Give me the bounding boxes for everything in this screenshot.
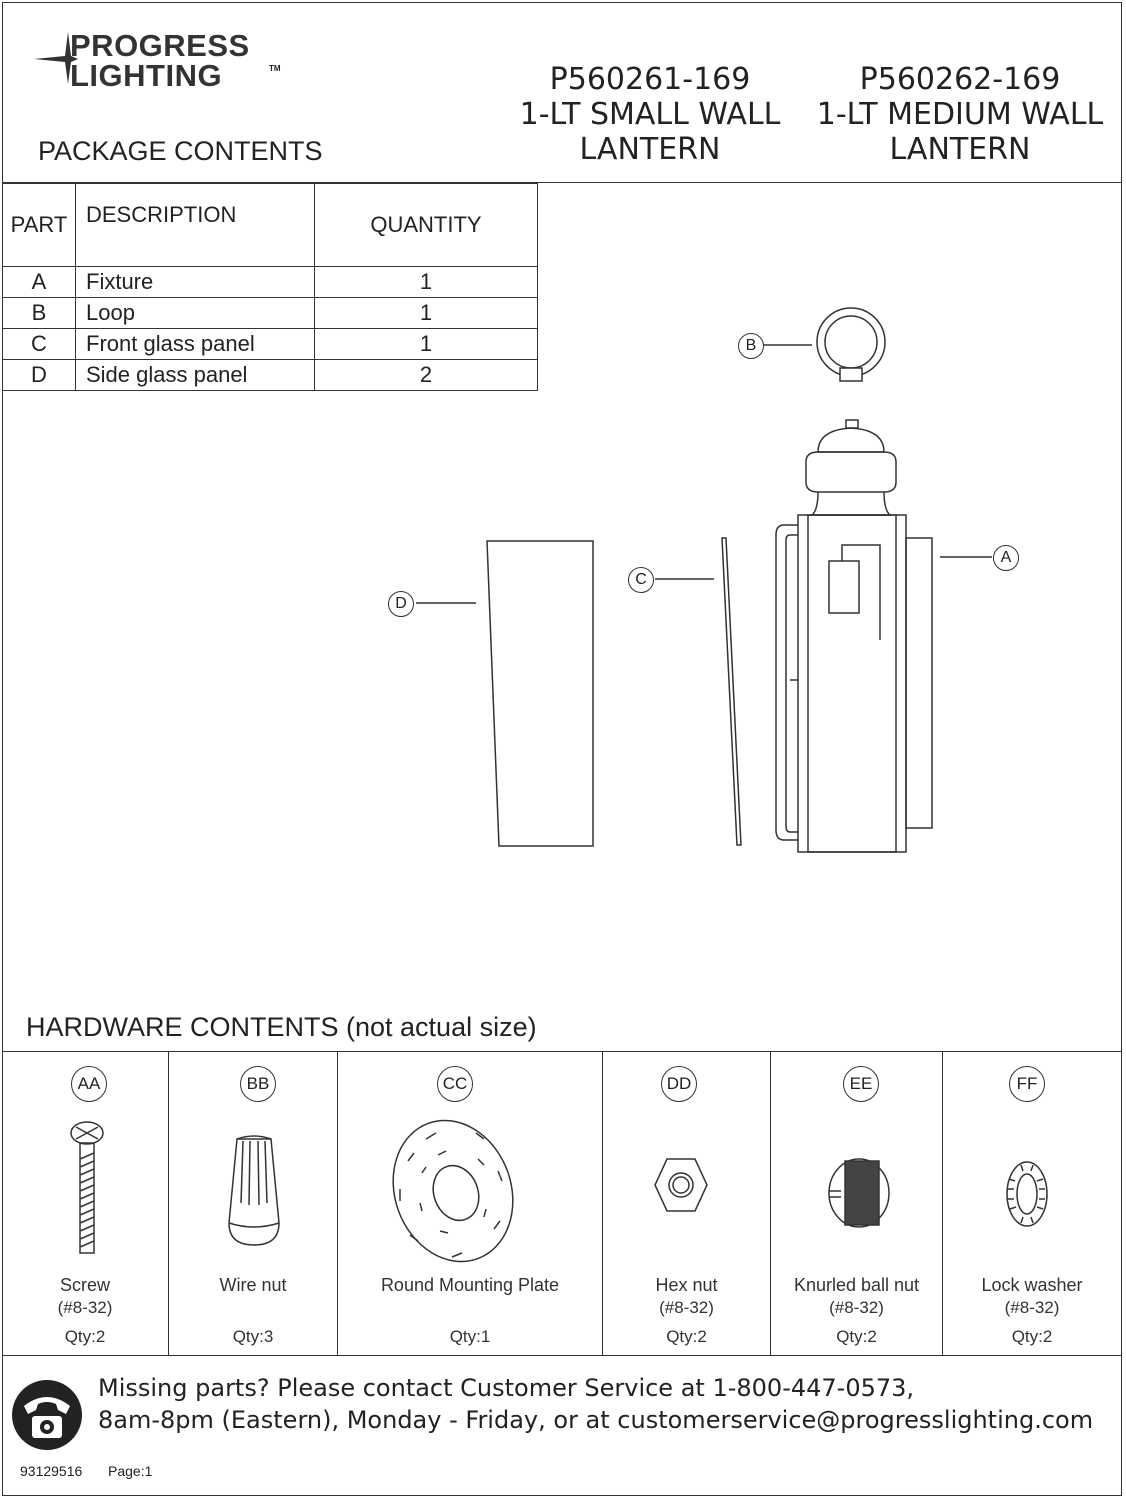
hardware-qty: Qty:2 <box>1011 1327 1053 1346</box>
hardware-name: Screw <box>59 1275 110 1295</box>
callout-b: B <box>738 333 764 359</box>
cell-description: Loop <box>76 298 315 329</box>
header-quantity: QUANTITY <box>315 184 538 267</box>
hardware-size: (#8-32) <box>829 1298 884 1317</box>
cell-part: B <box>3 298 76 329</box>
callout-a: A <box>993 545 1019 571</box>
wire-nut-icon <box>219 1133 289 1253</box>
callout-d: D <box>388 591 414 617</box>
hardware-item-knurled-ball-nut <box>771 1053 942 1356</box>
customer-service-info <box>98 1372 1093 1436</box>
hardware-code: AA <box>71 1066 107 1102</box>
screw-icon <box>62 1119 112 1259</box>
knurled-ball-nut-icon <box>827 1157 891 1229</box>
model-desc: 1-LT MEDIUM WALL <box>816 97 1104 132</box>
cell-quantity: 1 <box>315 298 538 329</box>
cell-quantity: 1 <box>315 267 538 298</box>
hardware-item-lock-washer <box>943 1053 1121 1356</box>
hardware-size: (#8-32) <box>1004 1298 1060 1317</box>
hardware-qty: Qty:3 <box>232 1327 274 1346</box>
cell-description: Fixture <box>76 267 315 298</box>
hardware-name: Hex nut <box>655 1275 718 1295</box>
model-desc: 1-LT SMALL WALL <box>519 97 781 132</box>
hardware-code: CC <box>437 1066 473 1102</box>
cell-description: Front glass panel <box>76 329 315 360</box>
hardware-name: Wire nut <box>219 1275 287 1295</box>
cell-quantity: 2 <box>315 360 538 391</box>
hardware-qty: Qty:2 <box>666 1327 707 1346</box>
hardware-qty: Qty:1 <box>449 1327 491 1346</box>
hardware-item-screw <box>2 1053 168 1356</box>
hardware-item-wire-nut <box>169 1053 337 1356</box>
hardware-qty: Qty:2 <box>64 1327 106 1346</box>
model-desc: LANTERN <box>579 132 721 167</box>
hardware-name: Round Mounting Plate <box>380 1275 560 1295</box>
document-number: 93129516 <box>20 1463 83 1479</box>
header-description: DESCRIPTION <box>76 184 315 267</box>
divider <box>2 1051 1122 1052</box>
hardware-code: EE <box>843 1066 879 1102</box>
hardware-item-hex-nut <box>603 1053 770 1356</box>
callout-c: C <box>628 567 654 593</box>
hex-nut-icon <box>653 1155 709 1215</box>
hardware-code: FF <box>1009 1066 1045 1102</box>
hardware-qty: Qty:2 <box>836 1327 877 1346</box>
lock-washer-icon <box>1003 1159 1051 1229</box>
front-glass-drawing <box>655 538 741 845</box>
hardware-title: HARDWARE CONTENTS (not actual size) <box>26 1012 537 1042</box>
loop-drawing <box>762 308 885 381</box>
contact-line: 8am-8pm (Eastern), Monday - Friday, or at customerservice@progresslighting.com <box>98 1406 1094 1434</box>
hardware-item-mounting-plate <box>338 1053 602 1356</box>
model-desc: LANTERN <box>889 132 1031 167</box>
model-number: P560262-169 <box>859 62 1061 97</box>
cell-part: D <box>3 360 76 391</box>
hardware-size: (#8-32) <box>659 1298 714 1317</box>
fixture-drawing <box>776 420 992 852</box>
brand-line1: PROGRESS <box>70 28 250 63</box>
header-part: PART <box>3 184 76 267</box>
hardware-size: (#8-32) <box>57 1298 113 1317</box>
brand-trademark: TM <box>269 64 281 73</box>
hardware-code: BB <box>240 1066 276 1102</box>
package-contents-title: PACKAGE CONTENTS <box>38 136 323 166</box>
cell-part: A <box>3 267 76 298</box>
page-number: Page:1 <box>108 1463 153 1479</box>
mounting-plate-icon <box>378 1111 528 1271</box>
contact-line: Missing parts? Please contact Customer Service at 1-800-447-0573, <box>98 1374 915 1402</box>
phone-icon <box>10 1378 84 1452</box>
cell-description: Side glass panel <box>76 360 315 391</box>
model-number: P560261-169 <box>549 62 751 97</box>
brand-line2: LIGHTING <box>70 58 223 93</box>
cell-quantity: 1 <box>315 329 538 360</box>
hardware-code: DD <box>661 1066 697 1102</box>
cell-part: C <box>3 329 76 360</box>
side-glass-drawing <box>416 541 593 846</box>
hardware-name: Knurled ball nut <box>793 1275 920 1295</box>
hardware-name: Lock washer <box>981 1275 1083 1295</box>
